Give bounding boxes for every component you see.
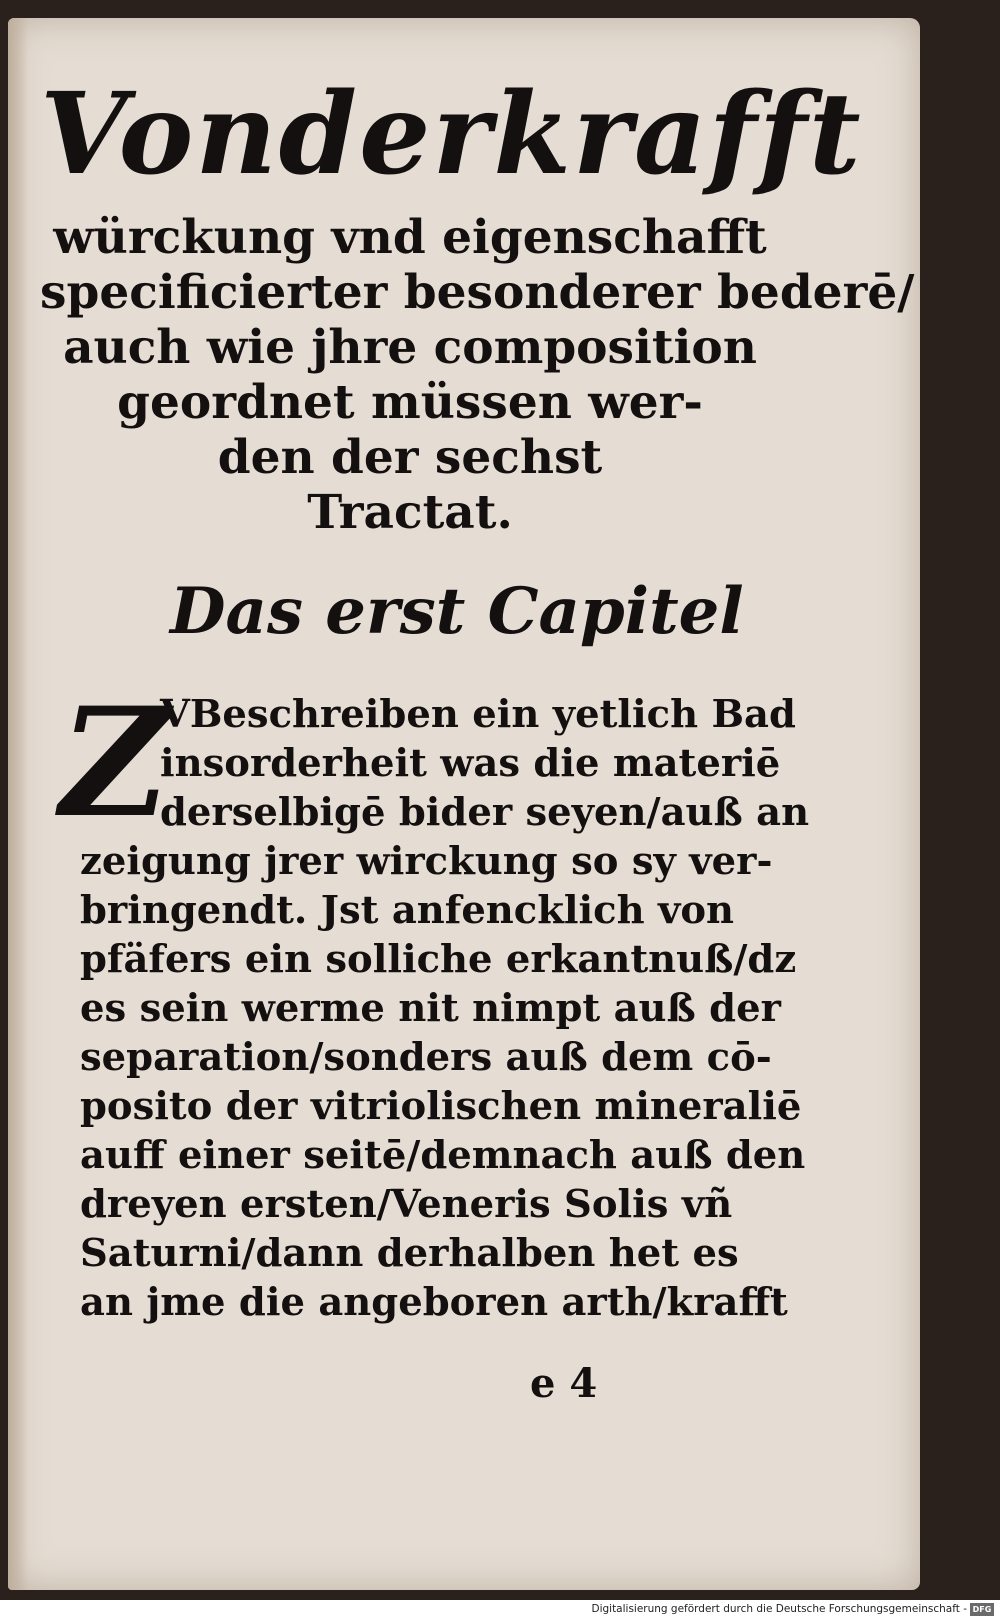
body-line: zeigung jrer wirckung so sy ver- [80, 839, 773, 884]
body-line: Saturni/dann derhalben het es [80, 1231, 739, 1276]
body-line: insorderheit was die materiē [160, 741, 781, 786]
body-line: derselbigē bider seyen/auß an [160, 790, 810, 835]
chapter-title: Das erst Capitel [170, 574, 744, 649]
heading-line: geordnet müssen wer- [117, 375, 703, 430]
heading-line: würckung vnd eigenschafft [53, 210, 767, 265]
heading-line: auch wie jhre composition [63, 320, 757, 375]
digitization-footer [0, 1600, 1000, 1619]
body-line: an jme die angeboren arth/krafft [80, 1280, 788, 1325]
signature-mark: e 4 [530, 1360, 598, 1407]
body-text [80, 690, 810, 1327]
heading-line: den der sechst [217, 430, 603, 485]
page-title: Vonderkrafft [40, 69, 863, 200]
tractat-heading [40, 210, 915, 540]
heading-line: Tractat. [307, 485, 513, 540]
body-line: VBeschreiben ein yetlich Bad [160, 692, 796, 737]
dfg-logo: DFG [970, 1603, 994, 1616]
body-line: es sein werme nit nimpt auß der [80, 986, 781, 1031]
body-line: dreyen ersten/Veneris Solis vñ [80, 1182, 733, 1227]
body-line: auff einer seitē/demnach auß den [80, 1133, 806, 1178]
heading-line: specificierter besonderer bederē/ [40, 265, 915, 320]
footer-credit: Digitalisierung gefördert durch die Deutsche Forschungsgemeinschaft - [591, 1603, 967, 1615]
page-gutter-shadow [8, 18, 28, 1590]
drop-cap: Z [60, 675, 170, 851]
body-line: separation/sonders auß dem cō- [80, 1035, 772, 1080]
body-line: bringendt. Jst anfencklich von [80, 888, 735, 933]
body-line: posito der vitriolischen mineraliē [80, 1084, 802, 1129]
body-line: pfäfers ein solliche erkantnuß/dz [80, 937, 797, 982]
